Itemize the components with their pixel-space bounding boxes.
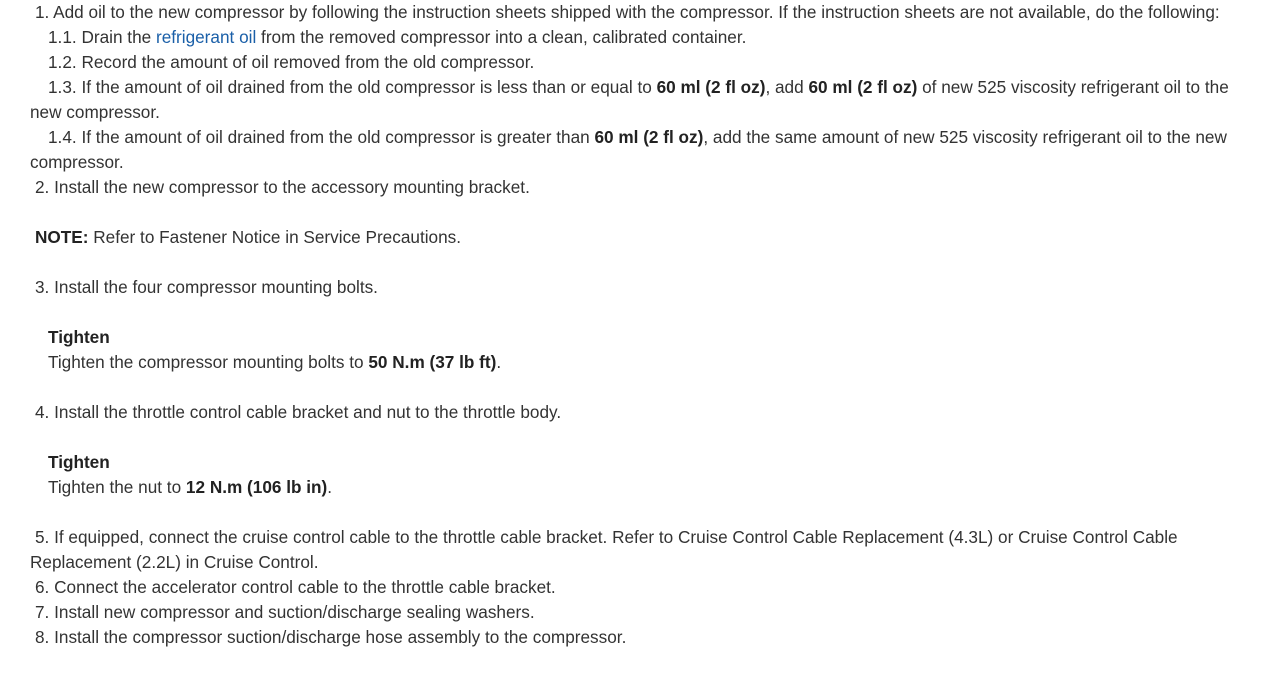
step-3: 3. Install the four compressor mounting bolts. (35, 277, 378, 297)
note-text: Refer to Fastener Notice in Service Precautions. (88, 227, 462, 247)
tighten-heading-2: Tighten (48, 452, 110, 472)
step-1-3-pre: 1.3. If the amount of oil drained from the old compressor is less than or equal to (48, 77, 657, 97)
step-6: 6. Connect the accelerator control cable to the throttle cable bracket. (35, 577, 556, 597)
step-2: 2. Install the new compressor to the accessory mounting bracket. (35, 177, 530, 197)
step-1-3-mid: , add (765, 77, 809, 97)
spacer (30, 300, 1260, 325)
refrigerant-oil-link[interactable]: refrigerant oil (155, 27, 257, 47)
step-1-2: 1.2. Record the amount of oil removed from the old compressor. (48, 52, 535, 72)
fastener-note (30, 225, 1260, 250)
step-1-4-post: , add the same amount of new 525 viscosity refrigerant oil to the new compressor. (30, 127, 1227, 172)
procedure-document (30, 0, 1260, 650)
step-1-3-post: of new 525 viscosity refrigerant oil to the new compressor. (30, 77, 1229, 122)
torque-value-1: 50 N.m (37 lb ft) (368, 352, 497, 372)
tighten-1-post: . (496, 352, 502, 372)
tighten-title-1 (30, 325, 1260, 350)
tighten-heading-1: Tighten (48, 327, 110, 347)
step-7: 7. Install new compressor and suction/discharge sealing washers. (35, 602, 535, 622)
note-label: NOTE: (35, 227, 89, 247)
step-1-4-pre: 1.4. If the amount of oil drained from the old compressor is greater than (48, 127, 595, 147)
step-1-3 (30, 75, 1260, 125)
step-1-1 (30, 25, 1260, 50)
step-1-1-pre: 1.1. Drain the (48, 27, 156, 47)
spacer (30, 500, 1260, 525)
step-1: 1. Add oil to the new compressor by following the instruction sheets shipped with the compressor. If the instruction sheets are not available, do the following: (35, 2, 1220, 22)
spacer (30, 375, 1260, 400)
torque-value-2: 12 N.m (106 lb in) (185, 477, 328, 497)
tighten-2-post: . (327, 477, 333, 497)
step-1-4 (30, 125, 1260, 175)
oil-amount-threshold-2: 60 ml (2 fl oz) (594, 127, 704, 147)
step-4: 4. Install the throttle control cable bracket and nut to the throttle body. (35, 402, 562, 422)
tighten-spec-2 (30, 475, 1260, 500)
tighten-spec-1 (30, 350, 1260, 375)
tighten-1-pre: Tighten the compressor mounting bolts to (48, 352, 369, 372)
tighten-2-pre: Tighten the nut to (48, 477, 186, 497)
spacer (30, 250, 1260, 275)
oil-amount-add: 60 ml (2 fl oz) (808, 77, 918, 97)
step-5: 5. If equipped, connect the cruise control cable to the throttle cable bracket. Refer to Cruise Control Cable Replacement (4.3L) or Cruise Control Cable Replacement (2.2L) in Cruise Control. (30, 527, 1178, 572)
tighten-title-2 (30, 450, 1260, 475)
spacer (30, 425, 1260, 450)
step-8: 8. Install the compressor suction/discharge hose assembly to the compressor. (35, 627, 627, 647)
step-1-1-post: from the removed compressor into a clean, calibrated container. (256, 27, 747, 47)
oil-amount-threshold: 60 ml (2 fl oz) (656, 77, 766, 97)
spacer (30, 200, 1260, 225)
